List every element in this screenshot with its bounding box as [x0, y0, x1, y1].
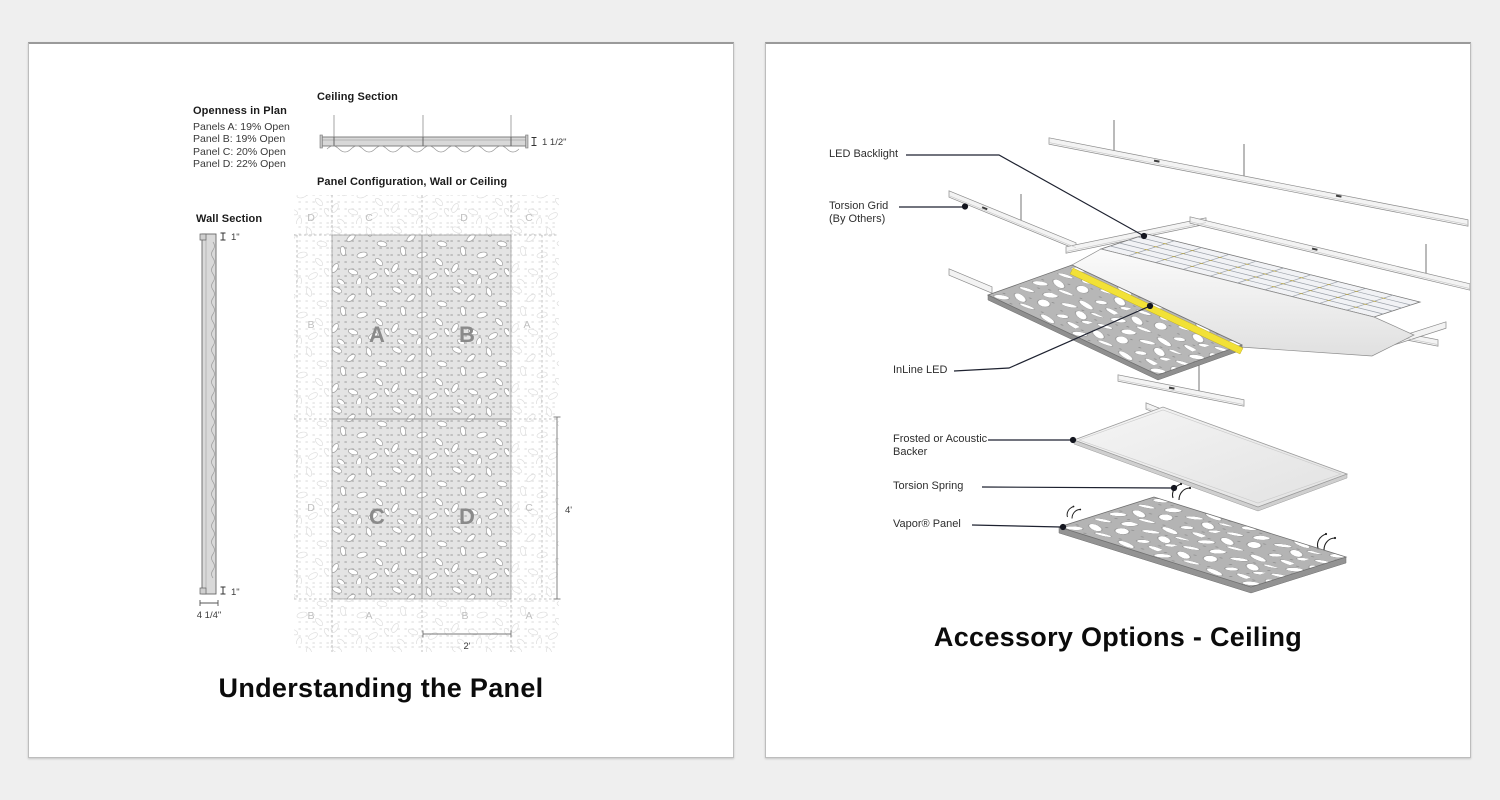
- panel-config-heading: Panel Configuration, Wall or Ceiling: [317, 176, 508, 188]
- rail: [1118, 375, 1244, 406]
- openness-line: Panel B: 19% Open: [193, 133, 286, 146]
- torsion-spring-clip: [1067, 506, 1081, 519]
- callout-torsion-grid: Torsion Grid (By Others): [829, 200, 889, 225]
- panel-label-c: C: [369, 504, 385, 529]
- wall-dim-tick-top: [221, 233, 226, 240]
- torsion-spring-clip: [1317, 533, 1336, 550]
- document-page-left: [28, 42, 734, 758]
- rail: [949, 191, 1076, 249]
- openness-line: Panel C: 20% Open: [193, 145, 286, 158]
- svg-text:A: A: [523, 319, 531, 331]
- svg-text:A: A: [365, 610, 373, 622]
- svg-text:A: A: [525, 610, 533, 622]
- openness-line: Panels A: 19% Open: [193, 121, 290, 133]
- wall-dim-width: 4 1/4": [196, 610, 222, 621]
- ceiling-dim-label: 1 1/2": [542, 137, 567, 148]
- openness-lines: [193, 121, 290, 171]
- svg-text:C: C: [525, 212, 533, 224]
- left-page-title: Understanding the Panel: [218, 673, 544, 703]
- frosted-backer-panel: [1074, 407, 1347, 511]
- height-dim-label: 4': [565, 505, 573, 516]
- wall-dim-bottom: 1": [231, 587, 240, 598]
- wall-section-drawing: [197, 232, 240, 621]
- right-page-title: Accessory Options - Ceiling: [933, 622, 1303, 652]
- rail: [949, 269, 992, 293]
- vapor-panel-exploded: [1059, 483, 1346, 593]
- wall-section-heading: Wall Section: [196, 213, 263, 225]
- ceiling-section-heading: Ceiling Section: [317, 91, 398, 103]
- svg-text:D: D: [307, 212, 315, 224]
- svg-text:D: D: [460, 212, 468, 224]
- rail: [1049, 138, 1468, 226]
- wall-dim-tick-bottom: [221, 587, 226, 594]
- callout-inline-led: InLine LED: [893, 364, 948, 376]
- panel-configuration-drawing: [294, 195, 572, 652]
- svg-text:B: B: [461, 610, 469, 622]
- svg-text:C: C: [525, 502, 533, 514]
- svg-text:D: D: [307, 502, 315, 514]
- ceiling-section-drawing: [320, 115, 567, 152]
- wall-dim-top: 1": [231, 232, 240, 243]
- callout-vapor-panel: Vapor® Panel: [893, 518, 961, 530]
- openness-heading: Openness in Plan: [193, 105, 287, 117]
- panel-label-a: A: [369, 322, 385, 347]
- panel-drawings-canvas: [29, 44, 733, 757]
- panel-label-d: D: [459, 504, 475, 529]
- callout-torsion-spring: Torsion Spring: [893, 480, 964, 492]
- callout-led-backlight: LED Backlight: [829, 148, 899, 160]
- svg-text:B: B: [307, 319, 315, 331]
- callout-frosted-backer: Frosted or Acoustic Backer: [893, 433, 988, 458]
- ceiling-dim-tick: [532, 138, 537, 146]
- document-page-right: [765, 42, 1471, 758]
- svg-text:C: C: [365, 212, 373, 224]
- svg-text:B: B: [307, 610, 315, 622]
- wall-width-bracket: [200, 600, 218, 606]
- panel-label-b: B: [459, 322, 475, 347]
- openness-line: Panel D: 22% Open: [193, 158, 286, 171]
- width-dim-label: 2': [463, 641, 471, 652]
